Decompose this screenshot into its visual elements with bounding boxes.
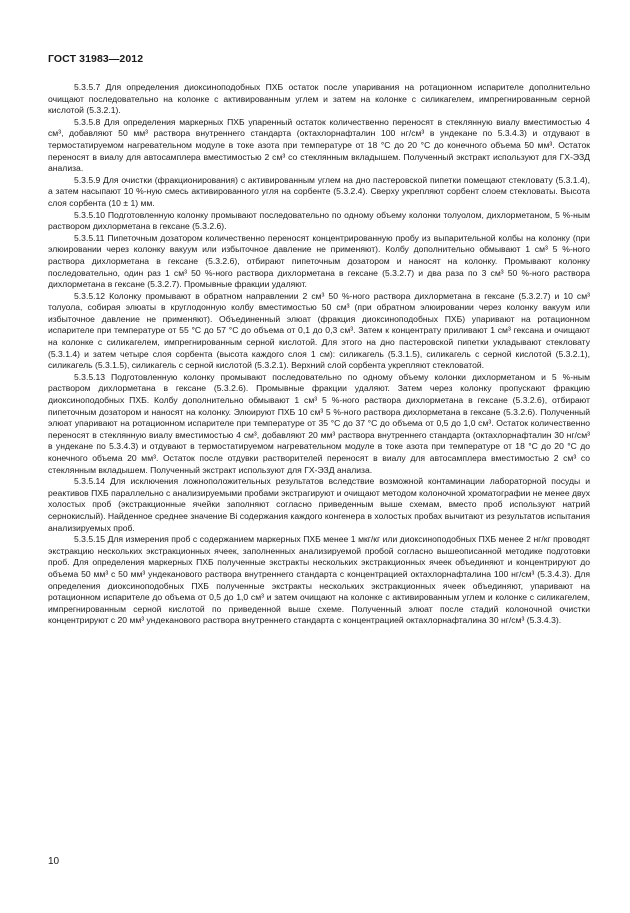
page-number: 10	[48, 856, 60, 867]
paragraph-5-3-5-10: 5.3.5.10 Подготовленную колонку промывают последовательно по одному объему колонки толуолом, дихлорметаном, 5 %-ным раствором дихлорметана в гексане (5.3.2.6).	[48, 209, 590, 232]
paragraph-5-3-5-13: 5.3.5.13 Подготовленную колонку промывают последовательно по одному объему колонки дихлорметаном и 5 %-ным раствором дихлорметана в гексане (5.3.2.6). Промывные фракции удаляют. Затем через колонку пропускают фракцию диоксиноподобных ПХБ. Колбу дополнительно обмывают 1 см³ 5 %-ного раствора дихлорметана в гексане (5.3.2.6), отбирают пипеточным дозатором и наносят на колонку. Элюируют ПХБ 10 см³ 5 %-ного раствора дихлорметана в гексане (5.3.2.6). Полученный элюат упаривают на ротационном испарителе при температуре от 35 °С до 37 °С до объема от 0,5 до 1,0 см³. Остаток количественно переносят в стеклянную виалу вместимостью 4 см³, добавляют 20 мм³ раствора внутреннего стандарта (октахлорнафталин 30 нг/см³ в ундекане по 5.3.4.3) и отдувают в термостатируемом нагревательном модуле в токе азота при температуре от 18 °С до 20 °С до конечного объема 20 мм³. Остаток после отдувки растворителей переносят в виалу для автосамплера вместимостью 2 см³ со стеклянным вкладышем. Полученный экстракт используют для ГХ-ЭЗД анализа.	[48, 371, 590, 475]
standard-header: ГОСТ 31983—2012	[48, 53, 144, 65]
paragraph-5-3-5-9: 5.3.5.9 Для очистки (фракционирования) с активированным углем на дно пастеровской пипетки помещают стекловату (5.3.1.4), а затем насыпают 10 %-ную смесь активированного угля на сорбенте (5.3.2.4). Сверху укрепляют сорбент слоем стекловаты. Высота слоя сорбента (10 ± 1) мм.	[48, 174, 590, 208]
paragraph-5-3-5-15: 5.3.5.15 Для измерения проб с содержанием маркерных ПХБ менее 1 мкг/кг или диоксиноподобных ПХБ менее 2 нг/кг проводят экстракцию нескольких экстракционных ячеек, заполненных анализируемой пробой согласно вышеописанной методике подготовки проб. Для определения маркерных ПХБ полученные экстракты нескольких экстракционных ячеек объединяют и концентрируют до объема 50 мм³ с 50 мм³ ундеканового раствора внутреннего стандарта с концентрацией октахлорнафталина 100 нг/см³ (5.3.4.3). Для определения диоксиноподобных ПХБ полученные экстракты нескольких экстракционных ячеек объединяют, упаривают на ротационном испарителе до объема от 0,5 до 1,0 см³ и затем очищают на колонке с активированным углем и колонке с силикагелем, импрегнированным серной кислотой по приведенной выше схеме. Полученный элюат после стадий колоночной очистки концентрируют с 20 мм³ ундеканового раствора внутреннего стандарта с концентрацией октахлорнафталина 30 нг/см³ (5.3.4.3).	[48, 534, 590, 626]
document-body	[48, 82, 590, 627]
paragraph-5-3-5-12: 5.3.5.12 Колонку промывают в обратном направлении 2 см³ 50 %-ного раствора дихлорметана в гексане (5.3.2.7) и 10 см³ толуола, собирая элюаты в круглодонную колбу вместимостью 50 см³ (при обратном элюировании через колонку вакуум или избыточное давление не применяют). Объединенный элюат (фракция диоксиноподобных ПХБ) упаривают на ротационном испарителе при температуре от 55 °С до 57 °С до объема от 0,1 до 0,3 см³. Затем к концентрату приливают 1 см³ гексана и очищают на колонке с силикагелем, импрегнированным серной кислотой. Для этого на дно пастеровской пипетки укладывают стекловату (5.3.1.4) и затем четыре слоя сорбента (высота каждого слоя 1 см): силикагель (5.3.1.5), силикагель с серной кислотой (5.3.2.1), силикагель (5.3.1.5), силикагель с серной кислотой (5.3.2.1). Верхний слой сорбента укрепляют стекловатой.	[48, 290, 590, 371]
paragraph-5-3-5-14: 5.3.5.14 Для исключения ложноположительных результатов вследствие возможной контаминации лабораторной посуды и реактивов ПХБ параллельно с анализируемыми пробами экстрагируют и очищают методом колоночной хроматографии не менее двух холостых проб (экстракционные ячейки заполняют согласно приведенным выше схемам, вместо проб используют натрий сернокислый). Найденное среднее значение Bi содержания каждого конгенера в холостых пробах вычитают из результатов испытания анализируемых проб.	[48, 476, 590, 533]
paragraph-5-3-5-11: 5.3.5.11 Пипеточным дозатором количественно переносят концентрированную пробу из выпарительной колбы на колонку (при элюировании через колонку вакуум или избыточное давление не применяют). Колбу дополнительно обмывают 1 см³ 5 %-ного раствора дихлорметана в гексане (5.3.2.6), отбирают пипеточным дозатором и наносят на колонку. Промывают колонку последовательно, один раз 1 см³ 50 %-ного раствора дихлорметана в гексане (5.3.2.7) и два раза по 3 см³ 50 %-ного раствора дихлорметана в гексане (5.3.2.7). Промывные фракции удаляют.	[48, 232, 590, 290]
paragraph-5-3-5-8: 5.3.5.8 Для определения маркерных ПХБ упаренный остаток количественно переносят в стеклянную виалу вместимостью 4 см³, добавляют 50 мм³ раствора внутреннего стандарта (октахлорнафталин 100 нг/см³ в ундекане по 5.3.4.3) и отдувают в термостатируемом нагревательном модуле в токе азота при температуре от 18 °С до 20 °С до конечного объема 50 мм³. Остаток переносят в виалу для автосамплера вместимостью 2 см³ со стеклянным вкладышем. Полученный экстракт используют для ГХ-ЭЗД анализа.	[48, 116, 590, 174]
paragraph-5-3-5-7: 5.3.5.7 Для определения диоксиноподобных ПХБ остаток после упаривания на ротационном испарителе дополнительно очищают последовательно на колонке с активированным углем и затем на колонке с силикагелем, импрегнированным серной кислотой (5.3.2.1).	[48, 82, 590, 116]
